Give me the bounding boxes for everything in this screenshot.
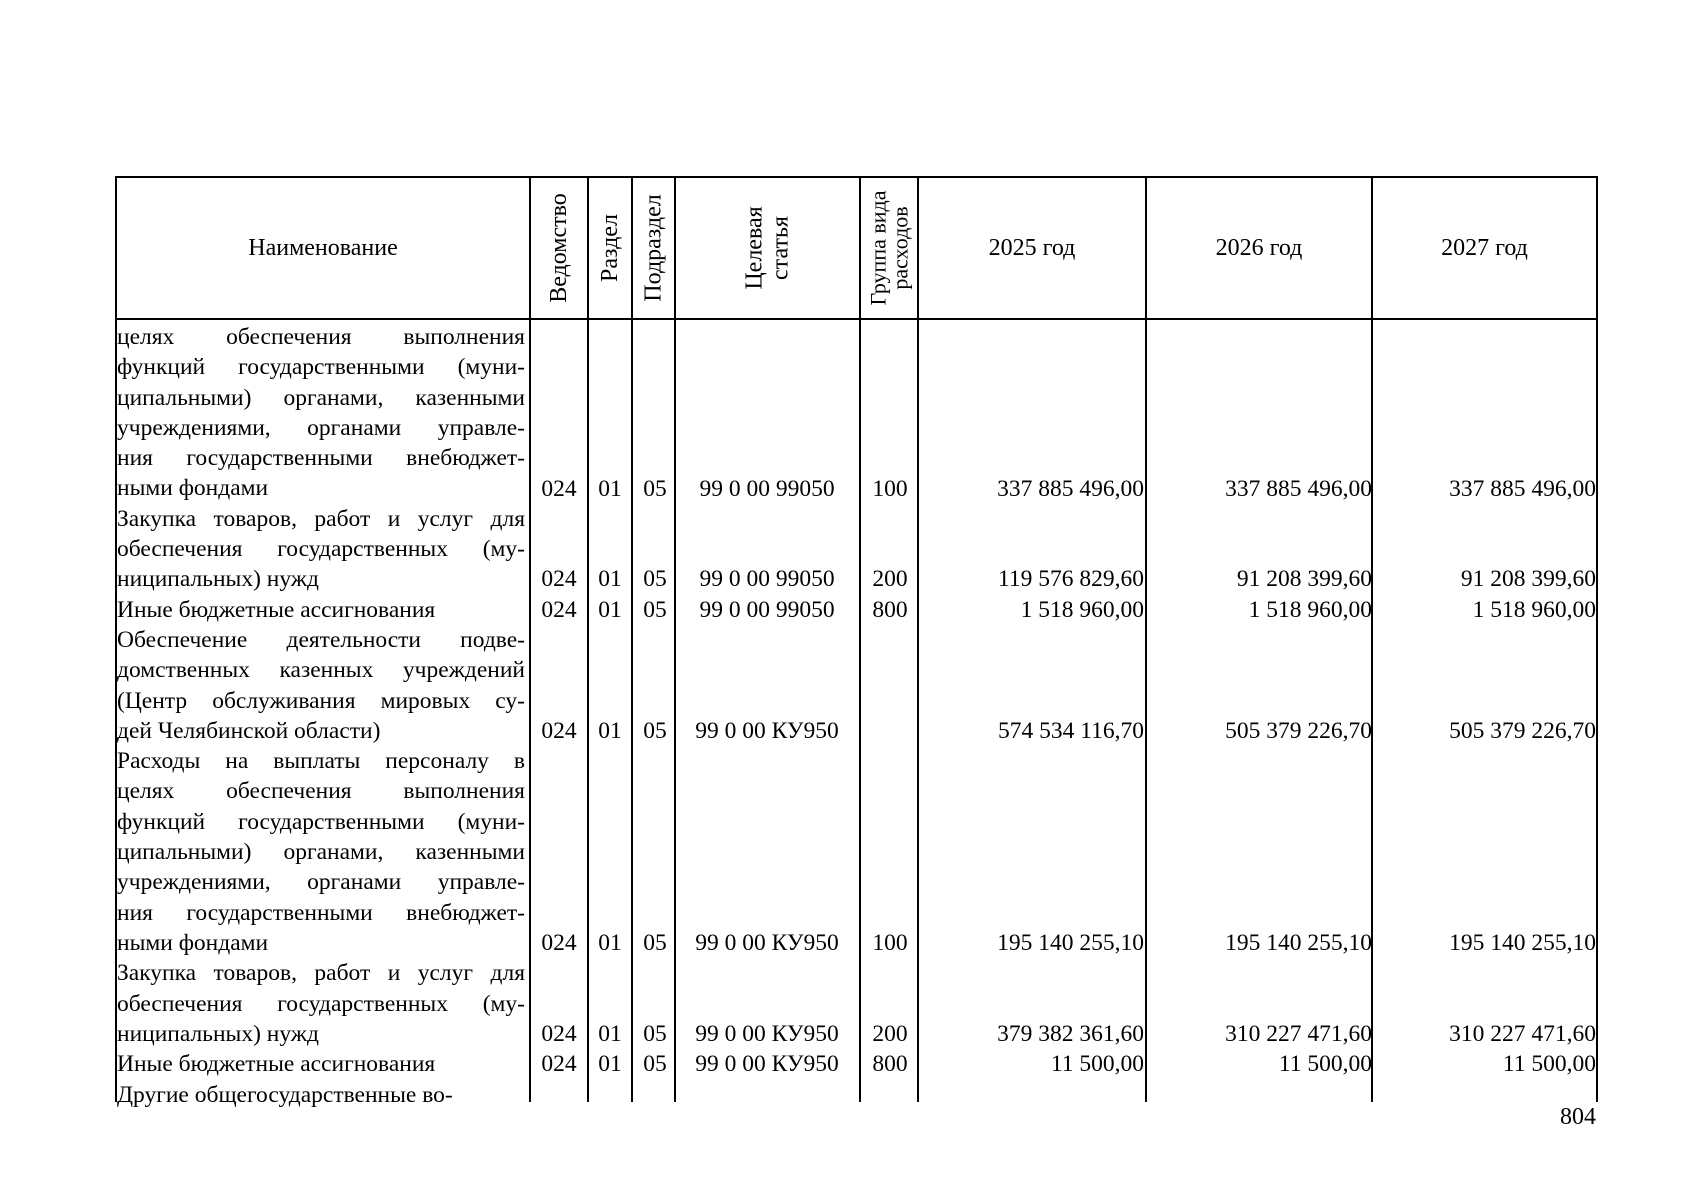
header-razdel <box>589 178 631 318</box>
row-cell-y2027: 11 500,00 <box>1502 1051 1596 1078</box>
row-cell-y2027: 1 518 960,00 <box>1472 596 1596 623</box>
row-name-line: учреждениями, органами управле- <box>117 414 525 441</box>
header-celevaya <box>676 178 859 318</box>
row-name <box>117 1080 525 1110</box>
row-cell-y2027: 195 140 255,10 <box>1449 930 1596 956</box>
header-2025 <box>919 178 1145 318</box>
row-name-line: дей Челябинской области) <box>117 717 381 744</box>
page-number: 804 <box>1560 1104 1596 1130</box>
row-name-line: целях обеспечения выполнения <box>117 778 525 805</box>
row-cell-y2027: 91 208 399,60 <box>1460 566 1596 593</box>
row-cell-y2026: 337 885 496,00 <box>1225 475 1372 502</box>
row-cell-y2025: 337 885 496,00 <box>997 475 1144 502</box>
row-name-line: Закупка товаров, работ и услуг для <box>117 960 525 987</box>
row-cell-y2027: 310 227 471,60 <box>1449 1020 1596 1047</box>
row-cell-ved: 024 <box>541 596 577 623</box>
header-2027-text: 2027 год <box>1441 235 1528 261</box>
row-name-line: обеспечения государственных (му- <box>117 990 525 1017</box>
row-cell-y2026: 505 379 226,70 <box>1225 717 1372 744</box>
row-cell-raz: 01 <box>598 930 622 956</box>
row-name <box>117 958 525 1049</box>
header-vedomstvo-text: Ведомство <box>546 193 572 303</box>
row-name-line: ными фондами <box>117 929 269 956</box>
row-name-line: ниципальных) нужд <box>117 566 319 593</box>
row-cell-cel: 99 0 00 КУ950 <box>695 717 839 744</box>
row-name <box>117 595 525 625</box>
row-name-line: ципальными) органами, казенными <box>117 839 525 866</box>
header-gruppa <box>861 178 917 318</box>
row-cell-pod: 05 <box>643 1020 667 1047</box>
row-cell-cel: 99 0 00 99050 <box>699 475 835 502</box>
header-2026-text: 2026 год <box>1215 235 1303 261</box>
row-cell-grp: 100 <box>872 930 908 956</box>
row-cell-grp: 800 <box>872 1051 908 1078</box>
row-cell-y2025: 574 534 116,70 <box>997 717 1144 744</box>
row-name-line: Закупка товаров, работ и услуг для <box>117 505 525 532</box>
header-celevaya-line1: Целевая <box>741 206 768 290</box>
row-cell-grp: 100 <box>872 475 908 502</box>
row-cell-grp: 200 <box>872 1020 908 1047</box>
row-cell-cel: 99 0 00 КУ950 <box>695 1051 839 1078</box>
row-cell-y2026: 195 140 255,10 <box>1225 930 1372 956</box>
row-name-line: функций государственными (муни- <box>117 808 525 835</box>
row-cell-ved: 024 <box>541 1020 577 1047</box>
row-cell-pod: 05 <box>643 596 667 623</box>
row-cell-pod: 05 <box>643 1051 667 1078</box>
row-cell-raz: 01 <box>598 1020 622 1047</box>
row-name <box>117 322 525 504</box>
row-cell-raz: 01 <box>598 566 622 593</box>
header-celevaya-text <box>741 206 793 289</box>
row-cell-y2025: 195 140 255,10 <box>997 930 1144 956</box>
row-cell-raz: 01 <box>598 475 622 502</box>
row-name-line: функций государственными (муни- <box>117 354 525 381</box>
header-gruppa-line1: Группа вида <box>865 190 891 306</box>
row-name-line: Расходы на выплаты персоналу в <box>117 748 525 775</box>
row-cell-grp: 800 <box>872 596 908 623</box>
row-cell-ved: 024 <box>541 566 577 593</box>
row-cell-ved: 024 <box>541 475 577 502</box>
header-2025-text: 2025 год <box>988 235 1076 261</box>
header-2027 <box>1373 178 1596 318</box>
row-name-line: (Центр обслуживания мировых су- <box>117 687 525 714</box>
row-cell-cel: 99 0 00 КУ950 <box>695 930 839 956</box>
row-name <box>117 1049 525 1079</box>
row-cell-raz: 01 <box>598 717 622 744</box>
row-name-line: ципальными) органами, казенными <box>117 384 525 411</box>
row-cell-y2027: 505 379 226,70 <box>1449 717 1596 744</box>
row-name-line: Обеспечение деятельности подве- <box>117 627 525 653</box>
row-cell-raz: 01 <box>598 596 622 623</box>
row-cell-raz: 01 <box>598 1051 622 1078</box>
header-gruppa-text <box>867 191 911 306</box>
row-cell-grp: 200 <box>872 566 908 593</box>
col-border-right <box>1596 176 1598 1102</box>
row-cell-pod: 05 <box>643 930 667 956</box>
row-cell-y2026: 11 500,00 <box>1278 1051 1372 1078</box>
row-name-line: ния государственными внебюджет- <box>117 445 525 472</box>
header-podrazdel-text: Подраздел <box>640 194 667 302</box>
header-bottom-border <box>115 318 1597 320</box>
row-cell-y2027: 337 885 496,00 <box>1449 475 1596 502</box>
row-cell-ved: 024 <box>541 717 577 744</box>
row-cell-cel: 99 0 00 99050 <box>699 566 835 593</box>
row-name-line: учреждениями, органами управле- <box>117 869 525 896</box>
header-podrazdel <box>633 178 674 318</box>
row-cell-y2025: 11 500,00 <box>1050 1051 1144 1078</box>
row-cell-cel: 99 0 00 99050 <box>699 596 835 623</box>
header-gruppa-line2: расходов <box>887 206 913 290</box>
header-2026 <box>1147 178 1371 318</box>
row-cell-pod: 05 <box>643 717 667 744</box>
row-cell-y2025: 119 576 829,60 <box>997 566 1144 593</box>
row-name-line: Другие общегосударственные во- <box>117 1081 453 1108</box>
header-vedomstvo <box>531 178 587 318</box>
row-cell-pod: 05 <box>643 475 667 502</box>
row-name-line: Иные бюджетные ассигнования <box>117 1051 436 1078</box>
row-cell-cel: 99 0 00 КУ950 <box>695 1020 839 1047</box>
row-name <box>117 504 525 595</box>
header-razdel-text: Раздел <box>597 214 624 282</box>
row-cell-y2026: 1 518 960,00 <box>1248 596 1372 623</box>
row-name <box>117 746 525 958</box>
header-name <box>117 178 529 318</box>
row-name <box>117 625 525 746</box>
row-cell-ved: 024 <box>541 930 577 956</box>
row-name-line: ными фондами <box>117 475 269 502</box>
row-cell-ved: 024 <box>541 1051 577 1078</box>
row-cell-y2026: 310 227 471,60 <box>1225 1020 1372 1047</box>
row-cell-y2025: 379 382 361,60 <box>997 1020 1144 1047</box>
row-name-line: ния государственными внебюджет- <box>117 899 525 926</box>
row-name-line: домственных казенных учреждений <box>117 657 525 684</box>
row-name-line: целях обеспечения выполнения <box>117 324 525 350</box>
header-celevaya-line2: статья <box>767 216 794 280</box>
row-cell-y2025: 1 518 960,00 <box>1020 596 1144 623</box>
row-name-line: ниципальных) нужд <box>117 1020 319 1047</box>
row-name-line: обеспечения государственных (му- <box>117 536 525 563</box>
row-cell-pod: 05 <box>643 566 667 593</box>
row-name-line: Иные бюджетные ассигнования <box>117 596 436 623</box>
header-name-text: Наименование <box>248 235 398 261</box>
row-cell-y2026: 91 208 399,60 <box>1236 566 1372 593</box>
